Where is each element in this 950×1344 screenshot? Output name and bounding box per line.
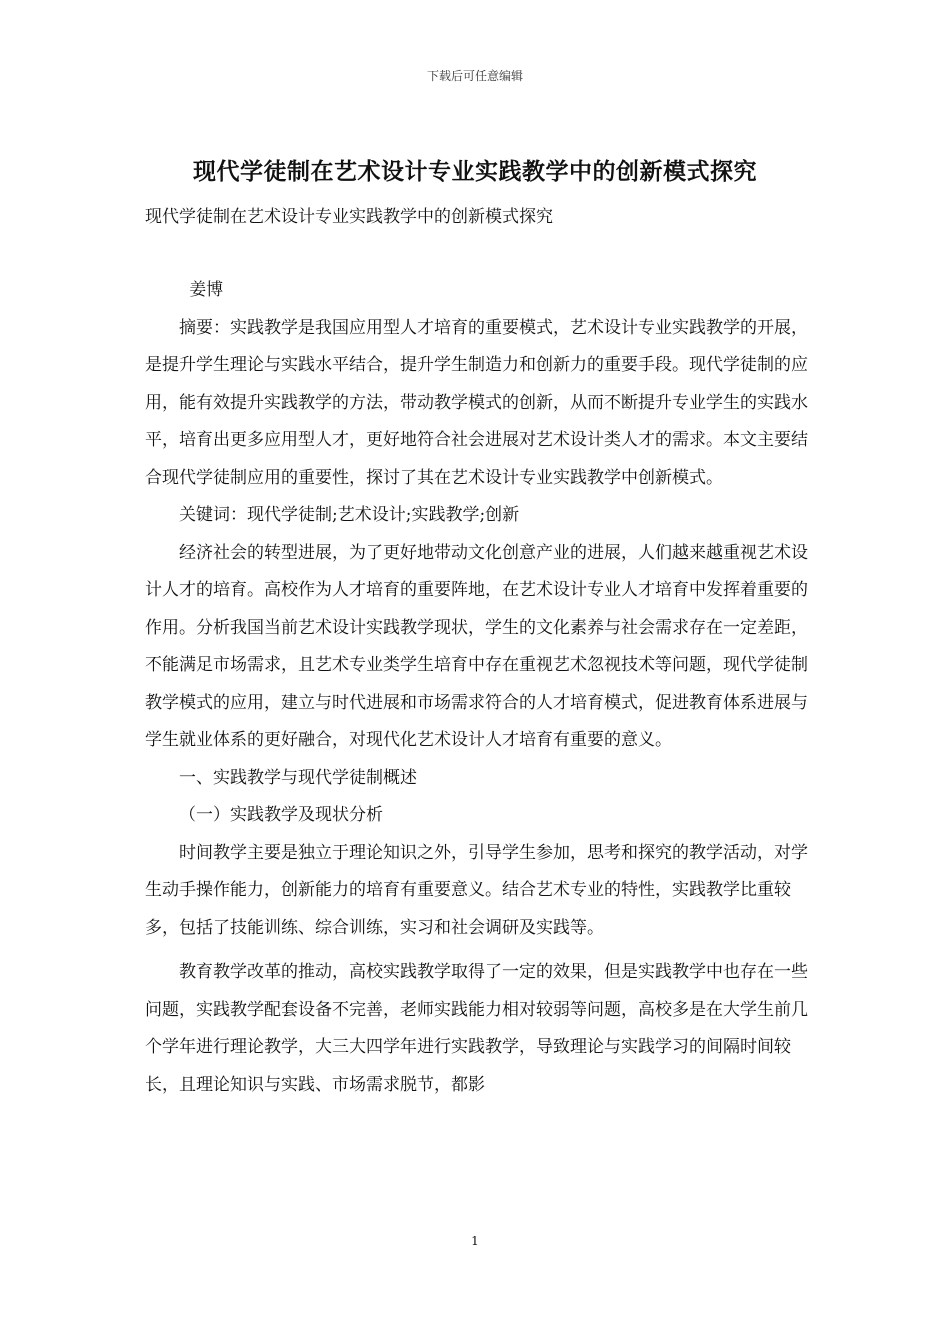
- document-subtitle: 现代学徒制在艺术设计专业实践教学中的创新模式探究: [145, 207, 553, 227]
- abstract-paragraph: 摘要：实践教学是我国应用型人才培育的重要模式，艺术设计专业实践教学的开展，是提升学生理论与实践水平结合，提升学生制造力和创新力的重要手段。现代学徒制的应用，能有效提升实践教学的方法，带动教学模式的创新，从而不断提升专业学生的实践水平，培育出更多应用型人才，更好地符合社会进展对艺术设计类人才的需求。本文主要结合现代学徒制应用的重要性，探讨了其在艺术设计专业实践教学中创新模式。: [145, 317, 808, 488]
- section-heading: 一、实践教学与现代学徒制概述: [179, 767, 417, 788]
- document-body: [145, 272, 820, 1104]
- keywords-paragraph: 关键词：现代学徒制;艺术设计;实践教学;创新: [179, 505, 520, 525]
- document-title: 现代学徒制在艺术设计专业实践教学中的创新模式探究: [193, 158, 757, 185]
- body-paragraph: 经济社会的转型进展，为了更好地带动文化创意产业的进展，人们越来越重视艺术设计人才的培育。高校作为人才培育的重要阵地，在艺术设计专业人才培育中发挥着重要的作用。分析我国当前艺术设计实践教学现状，学生的文化素养与社会需求存在一定差距，不能满足市场需求，且艺术专业类学生培育中存在重视艺术忽视技术等问题，现代学徒制教学模式的应用，建立与时代进展和市场需求符合的人才培育模式，促进教育体系进展与学生就业体系的更好融合，对现代化艺术设计人才培育有重要的意义。: [145, 542, 808, 750]
- author-name: 姜博: [189, 280, 224, 300]
- page-header: 下载后可任意编辑: [426, 69, 523, 83]
- subsection-heading: （一）实践教学及现状分析: [179, 805, 383, 825]
- body-paragraph: 教育教学改革的推动，高校实践教学取得了一定的效果，但是实践教学中也存在一些问题，实践教学配套设备不完善，老师实践能力相对较弱等问题，高校多是在大学生前几个学年进行理论教学，大三大四学年进行实践教学，导致理论与实践学习的间隔时间较长，且理论知识与实践、市场需求脱节，都影: [145, 962, 808, 1095]
- page-number: 1: [471, 1234, 479, 1248]
- body-paragraph: 时间教学主要是独立于理论知识之外，引导学生参加，思考和探究的教学活动，对学生动手操作能力，创新能力的培育有重要意义。结合艺术专业的特性，实践教学比重较多，包括了技能训练、综合训练，实习和社会调研及实践等。: [145, 842, 808, 938]
